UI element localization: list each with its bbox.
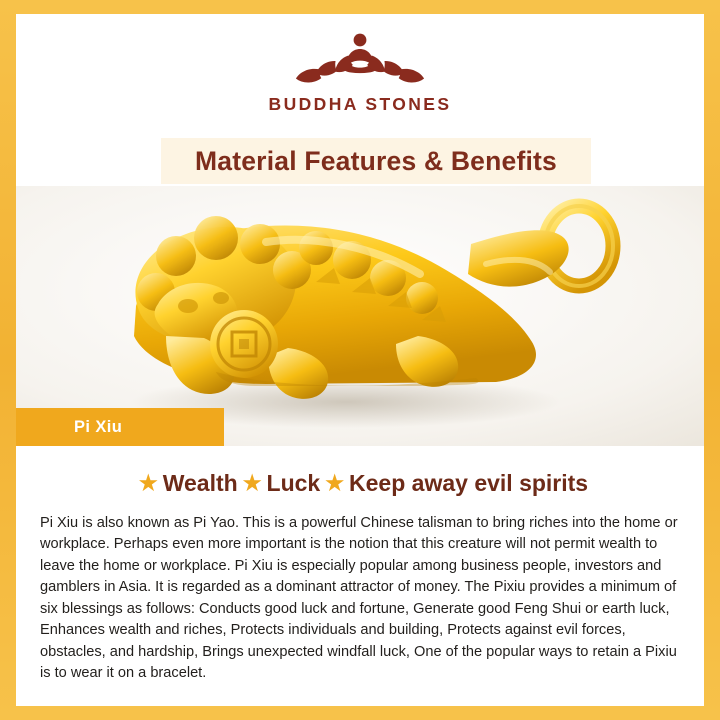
gold-pixiu-pendant-icon (16, 186, 704, 446)
benefit-item-luck: Luck (266, 470, 321, 496)
frame-border-left (0, 0, 16, 720)
page-title: Material Features & Benefits (195, 145, 557, 176)
product-label: Pi Xiu (74, 417, 123, 436)
product-image (16, 186, 704, 446)
header-section (16, 14, 704, 186)
frame-border-top (0, 0, 720, 14)
benefit-item-wealth: Wealth (162, 470, 238, 496)
description-paragraph: Pi Xiu is also known as Pi Yao. This is a powerful Chinese talisman to bring riches into the home or workplace. Perhaps even more important is the notion that this creature will not permit wealth to leave the home or workplace. Pi Xiu is especially popular among business people, investors and gamblers in Asia. It is regarded as a dominant attractor of money. The Pixiu provides a minimum of six blessings as follows: Conducts good luck and fortune, Generate good Feng Shui or earth luck, Enhances wealth and riches, Protects individuals and building, Protects against evil forces, obstacles, and hardship, Brings unexpected windfall luck, One of the popular ways to retain a Pixiu is to wear it on a bracelet. (40, 515, 678, 682)
star-icon: ★ (242, 472, 262, 495)
benefits-headline (40, 470, 682, 497)
lotus-meditation-icon (285, 28, 435, 90)
section-title-band (161, 138, 591, 184)
benefit-item-evil-spirits: Keep away evil spirits (349, 470, 589, 496)
brand-logo (16, 28, 704, 115)
frame-border-right (704, 0, 720, 720)
frame-border-bottom (0, 706, 720, 720)
star-icon: ★ (138, 472, 158, 495)
star-icon: ★ (325, 472, 345, 495)
product-label-chip (16, 408, 224, 446)
description-section (16, 446, 704, 706)
brand-name: BUDDHA STONES (268, 94, 452, 114)
